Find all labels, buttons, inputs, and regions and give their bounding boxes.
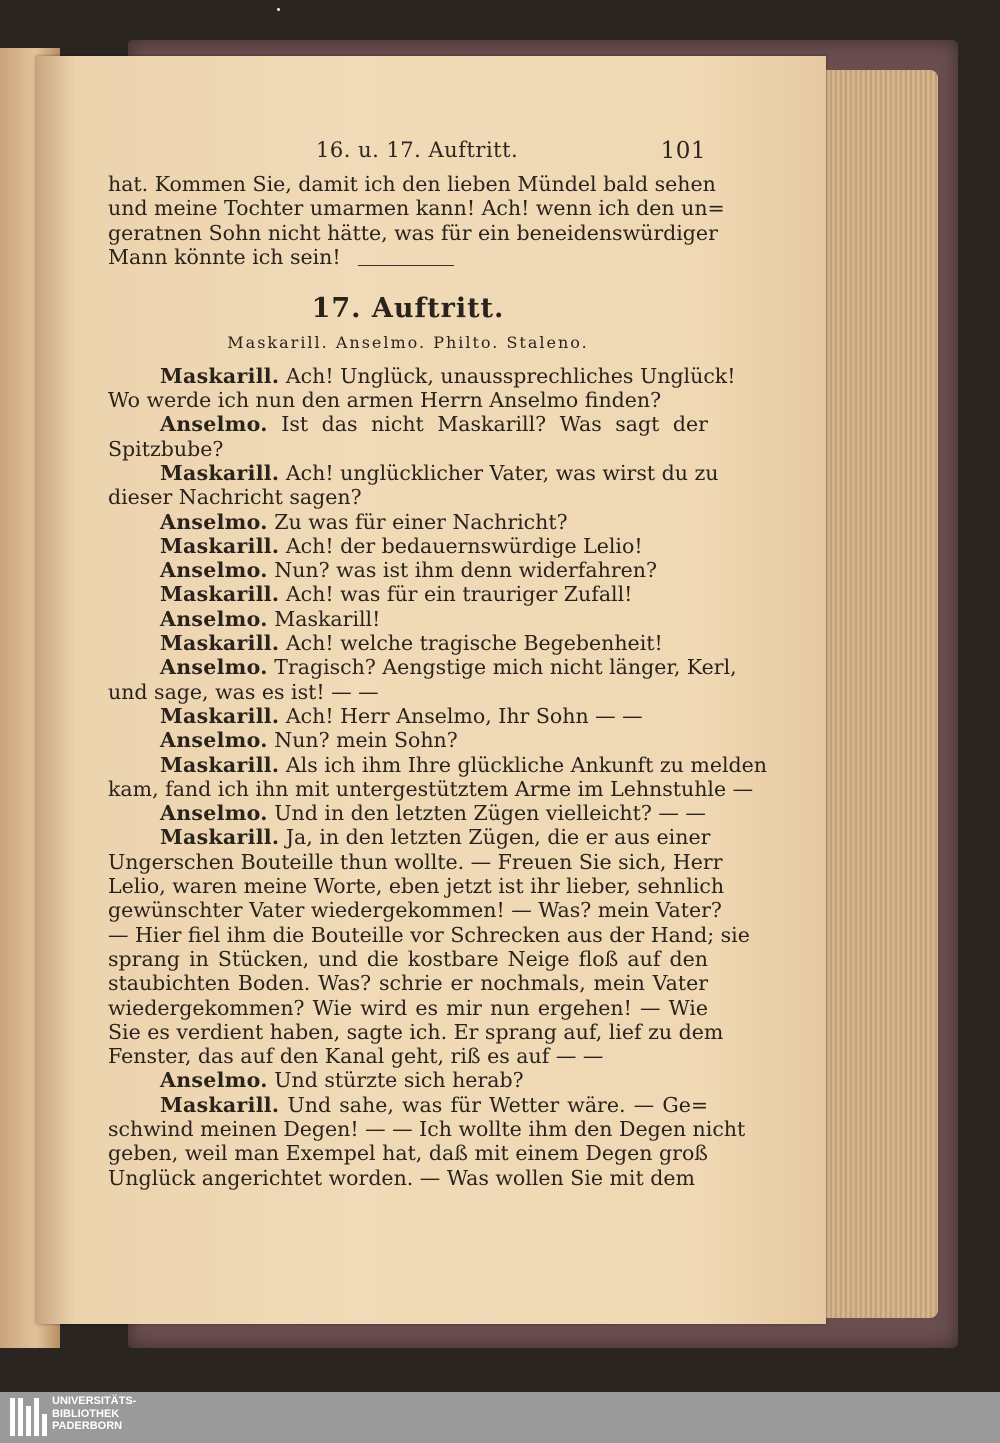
speaker-name: Maskarill. xyxy=(160,582,280,607)
page-text xyxy=(108,172,767,1190)
logo-line: BIBLIOTHEK xyxy=(52,1407,120,1420)
speech-text: Zu was für einer Nachricht? xyxy=(274,509,568,534)
speaker-name: Maskarill. xyxy=(160,825,280,850)
speaker-name: Anselmo. xyxy=(160,728,268,753)
speech-line xyxy=(108,704,708,728)
speech-text: Ach! Herr Anselmo, Ihr Sohn — — xyxy=(285,703,643,728)
text-line: Mann könnte ich sein! xyxy=(108,244,341,269)
text-line xyxy=(108,971,708,995)
speaker-name: Maskarill. xyxy=(160,631,280,656)
text-line xyxy=(108,1019,724,1044)
text-line xyxy=(108,680,708,704)
speech-text: Tragisch? Aengstige mich nicht länger, Kerl, xyxy=(274,655,737,680)
logo-line: PADERBORN xyxy=(52,1420,123,1432)
speech-line xyxy=(108,582,708,606)
speech-line xyxy=(108,752,767,777)
speech-text: Ungerschen Bouteille thun wollte. — Freuen Sie sich, Herr xyxy=(108,849,723,874)
cast-list: Maskarill. Anselmo. Philto. Staleno. xyxy=(227,333,589,353)
text-line xyxy=(108,996,708,1020)
text-line xyxy=(108,922,750,947)
speech-line xyxy=(108,728,708,752)
speech-text: Und sahe, was für Wetter wäre. — Ge= xyxy=(287,1092,708,1117)
speech-line xyxy=(108,558,708,582)
text-line xyxy=(108,388,708,412)
text-line xyxy=(108,1166,708,1190)
speaker-name: Anselmo. xyxy=(160,606,268,631)
speech-text: Unglück angerichtet worden. — Was wollen Sie mit dem xyxy=(108,1165,695,1190)
speech-text: Als ich ihm Ihre glückliche Ankunft zu melden xyxy=(285,752,767,777)
speech-line xyxy=(108,607,708,631)
speech-text: gewünschter Vater wiedergekommen! — Was? mein Vater? xyxy=(108,898,722,923)
speech-text: Nun? mein Sohn? xyxy=(274,728,458,753)
speech-line xyxy=(108,412,708,436)
speech-text: — Hier fiel ihm die Bouteille vor Schrecken aus der Hand; sie xyxy=(108,922,750,947)
text-line xyxy=(108,898,722,923)
speaker-name: Maskarill. xyxy=(160,752,280,777)
text-line xyxy=(108,485,708,509)
page-edges xyxy=(818,70,938,1318)
speech-text: Maskarill! xyxy=(274,606,381,631)
speech-text: geben, weil man Exempel hat, daß mit einem Degen groß xyxy=(108,1141,708,1166)
speech-line xyxy=(108,534,708,558)
text-line: geratnen Sohn nicht hätte, was für ein beneidenswürdiger xyxy=(108,220,718,245)
speaker-name: Maskarill. xyxy=(160,703,280,728)
text-line: hat. Kommen Sie, damit ich den lieben Mündel bald sehen xyxy=(108,172,716,196)
speech-line xyxy=(108,1068,708,1092)
speech-text: Ach! welche tragische Begebenheit! xyxy=(285,631,663,656)
speaker-name: Maskarill. xyxy=(160,460,280,485)
speech-text: und sage, was es ist! — — xyxy=(108,679,379,704)
speech-line xyxy=(108,631,708,655)
text-line: und meine Tochter umarmen kann! Ach! wenn ich den un= xyxy=(108,196,725,221)
speech-text: Ach! Unglück, unaussprechliches Unglück! xyxy=(285,363,736,388)
speech-text: kam, fand ich ihn mit untergestütztem Arme im Lehnstuhle — xyxy=(108,776,754,801)
speech-line xyxy=(108,655,737,680)
speech-text: Ach! was für ein trauriger Zufall! xyxy=(285,582,633,607)
speech-line xyxy=(108,1093,708,1117)
speech-text: Nun? was ist ihm denn widerfahren? xyxy=(274,558,657,583)
speech-text: Wo werde ich nun den armen Herrn Anselmo finden? xyxy=(108,388,662,413)
speech-text: Sie es verdient haben, sagte ich. Er sprang auf, lief zu dem xyxy=(108,1019,724,1044)
speaker-name: Anselmo. xyxy=(160,1068,268,1093)
speaker-name: Maskarill. xyxy=(160,533,280,558)
speech-text: Und in den letzten Zügen vielleicht? — — xyxy=(274,801,706,826)
speaker-name: Maskarill. xyxy=(160,363,280,388)
logo-line: UNIVERSITÄTS- xyxy=(52,1395,137,1407)
page-number: 101 xyxy=(660,138,706,164)
section-rule xyxy=(108,269,708,289)
speech-text: Lelio, waren meine Worte, eben jetzt ist ihr lieber, sehnlich xyxy=(108,874,725,899)
library-logo-icon xyxy=(10,1398,50,1436)
speaker-name: Maskarill. xyxy=(160,1092,280,1117)
speech-text: Ach! unglücklicher Vater, was wirst du zu xyxy=(285,460,719,485)
speaker-name: Anselmo. xyxy=(160,412,268,437)
speech-line xyxy=(108,363,736,388)
footer-bar xyxy=(0,1392,1000,1443)
text-line xyxy=(108,947,708,971)
text-line xyxy=(108,1141,708,1165)
text-line xyxy=(108,1116,746,1141)
speech-text: Ist das nicht Maskarill? Was sagt der xyxy=(281,412,708,437)
speaker-name: Anselmo. xyxy=(160,801,268,826)
speaker-name: Anselmo. xyxy=(160,509,268,534)
speech-line xyxy=(108,460,719,485)
speech-text: Ja, in den letzten Zügen, die er aus einer xyxy=(285,825,711,850)
text-line xyxy=(108,776,754,801)
speech-text: Ach! der bedauernswürdige Lelio! xyxy=(285,533,643,558)
text-line xyxy=(108,849,723,874)
speaker-name: Anselmo. xyxy=(160,655,268,680)
speech-text: Fenster, das auf den Kanal geht, riß es auf — — xyxy=(108,1044,604,1069)
speech-text: wiedergekommen? Wie wird es mir nun ergehen! — Wie xyxy=(108,995,708,1020)
text-line xyxy=(108,437,708,461)
speech-text: dieser Nachricht sagen? xyxy=(108,485,362,510)
speech-text: Und stürzte sich herab? xyxy=(274,1068,524,1093)
speck xyxy=(277,8,280,11)
scene-heading: 17. Auftritt. xyxy=(311,293,505,325)
library-logo-text xyxy=(52,1395,136,1433)
text-line xyxy=(108,1044,708,1068)
speech-line xyxy=(108,825,711,850)
speech-line xyxy=(108,510,708,534)
speech-line xyxy=(108,801,708,825)
running-head-title: 16. u. 17. Auftritt. xyxy=(316,138,519,162)
speech-text: schwind meinen Degen! — — Ich wollte ihm den Degen nicht xyxy=(108,1116,746,1141)
text-line xyxy=(108,874,725,899)
speech-text: staubichten Boden. Was? schrie er nochmals, mein Vater xyxy=(108,971,708,996)
speech-text: Spitzbube? xyxy=(108,436,224,461)
speech-text: sprang in Stücken, und die kostbare Neige floß auf den xyxy=(108,946,708,971)
speaker-name: Anselmo. xyxy=(160,558,268,583)
